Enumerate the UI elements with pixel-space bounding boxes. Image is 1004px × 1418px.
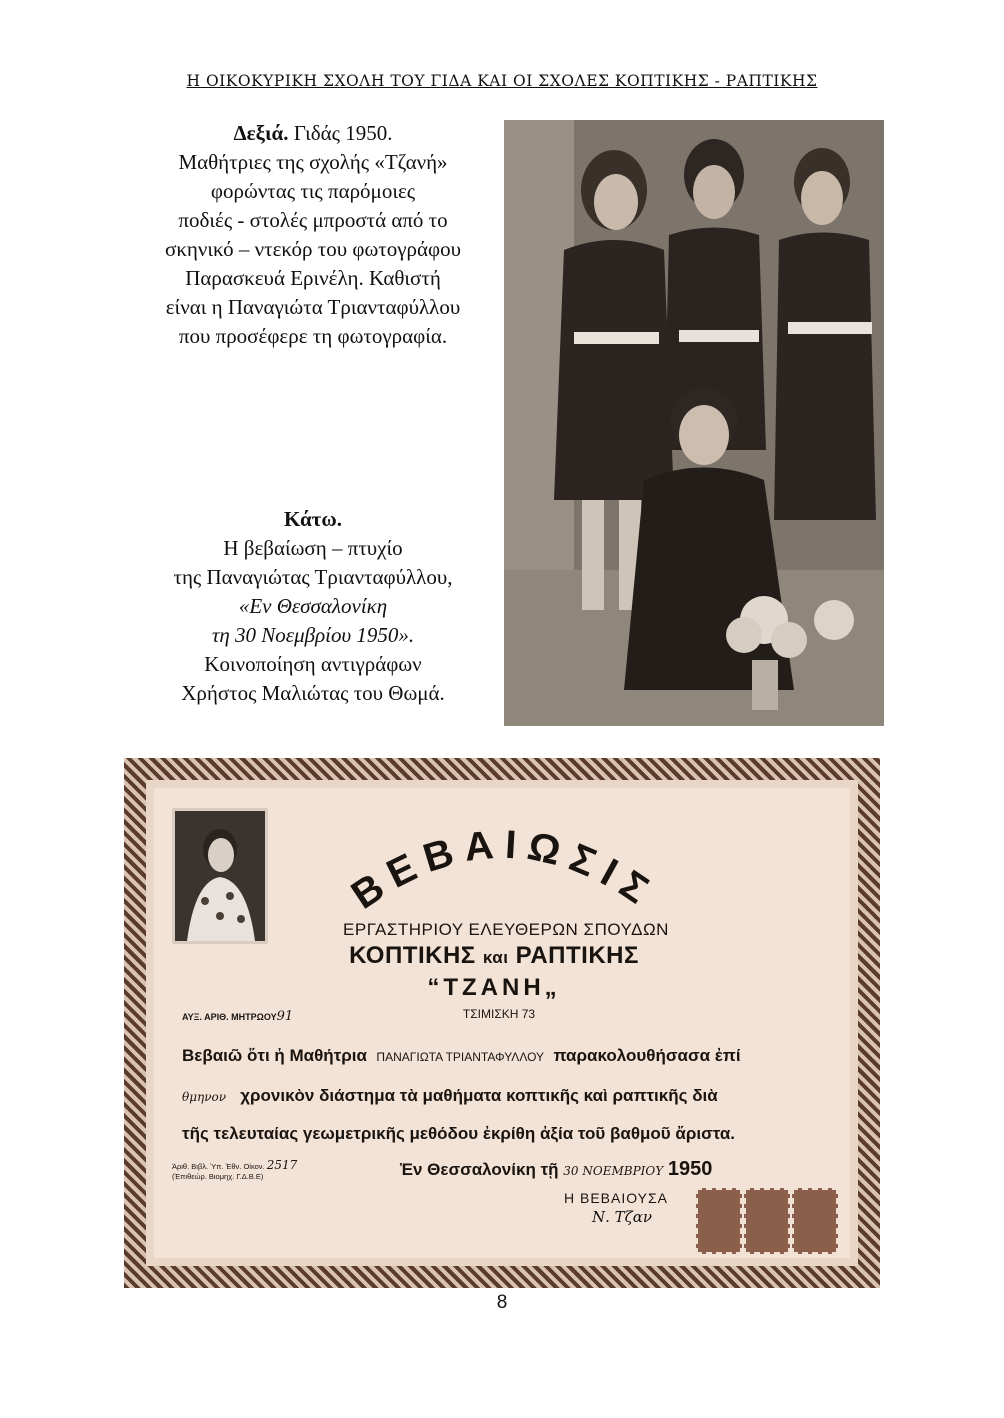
caption-right-first-line: Γιδάς 1950. bbox=[288, 121, 393, 145]
certifier-label: Η ΒΕΒΑΙΟΥΣΑ bbox=[564, 1190, 669, 1206]
certifier-signature: Ν. Τζαν bbox=[592, 1208, 653, 1226]
registry-number bbox=[182, 1009, 293, 1024]
certificate-year: 1950 bbox=[667, 1158, 713, 1180]
duration-handwritten: θμηνον bbox=[182, 1090, 227, 1104]
caption-right bbox=[118, 119, 508, 351]
certificate-registration bbox=[172, 1160, 297, 1182]
certificate-date-line bbox=[400, 1158, 712, 1181]
certificate-school-name bbox=[314, 942, 674, 970]
line2-text: χρονικὸν διάστημα τὰ μαθήματα κοπτικῆς καὶ ραπτικῆς διὰ bbox=[240, 1086, 718, 1105]
school-a: ΚΟΠΤΙΚΗΣ bbox=[349, 942, 476, 969]
revenue-stamp bbox=[744, 1188, 790, 1254]
arith-label-2: (Ἐπιθεώρ. Βιομηχ. Γ.Δ.Β.Ε) bbox=[172, 1172, 264, 1181]
revenue-stamp bbox=[696, 1188, 742, 1254]
registry-label: ΑΥΞ. ΑΡΙΘ. ΜΗΤΡΩΟΥ bbox=[182, 1012, 277, 1022]
running-header: Η ΟΙΚΟΚΥΡΙΚΗ ΣΧΟΛΗ ΤΟΥ ΓΙΔΑ ΚΑΙ ΟΙ ΣΧΟΛΕΣ ΚΟΠΤΙΚΗΣ - ΡΑΠΤΙΚΗΣ bbox=[186, 72, 818, 90]
certificate-line-1 bbox=[182, 1046, 741, 1066]
caption-below-line: Κοινοποίηση αντιγράφων bbox=[204, 652, 422, 676]
portrait-illustration bbox=[175, 811, 265, 941]
caption-right-line: φορώντας τις παρόμοιες bbox=[210, 179, 416, 203]
student-name: ΠΑΝΑΓΙΩΤΑ ΤΡΙΑΝΤΑΦΥΛΛΟΥ bbox=[376, 1050, 545, 1064]
caption-below-italic-line: τη 30 Νοεμβρίου 1950». bbox=[211, 623, 415, 647]
caption-below bbox=[118, 505, 508, 708]
certificate-address: ΤΣΙΜΙΣΚΗ 73 bbox=[462, 1007, 536, 1021]
registry-value: 91 bbox=[276, 1009, 294, 1024]
caption-right-line: Παρασκευά Ερινέλη. Καθιστή bbox=[185, 266, 441, 290]
caption-below-italic-line: «Εν Θεσσαλονίκη bbox=[238, 594, 388, 618]
caption-right-bold: Δεξιά. bbox=[233, 121, 289, 145]
caption-right-line: σκηνικό – ντεκόρ του φωτογράφου bbox=[165, 237, 461, 261]
certificate-school-owner: “ΤΖΑΝΗ„ bbox=[427, 974, 561, 1001]
certificate-title-arc bbox=[334, 818, 674, 928]
caption-right-line: είναι η Παναγιώτα Τριανταφύλλου bbox=[165, 295, 461, 319]
svg-text:ΒΕΒΑΙΩΣΙΣ: ΒΕΒΑΙΩΣΙΣ bbox=[343, 822, 665, 918]
certificate-title bbox=[334, 818, 674, 928]
school-and: και bbox=[482, 948, 509, 967]
certificate-subtitle: ΕΡΓΑΣΤΗΡΙΟΥ ΕΛΕΥΘΕΡΩΝ ΣΠΟΥΔΩΝ bbox=[343, 920, 669, 939]
certificate-line-2 bbox=[182, 1086, 718, 1106]
school-b: ΡΑΠΤΙΚΗΣ bbox=[515, 942, 639, 969]
revenue-stamp bbox=[792, 1188, 838, 1254]
arith-label: Ἀριθ. Βιβλ. Ὑπ. Ἐθν. Οἰκον. bbox=[172, 1162, 265, 1171]
date-handwritten: 30 ΝΟΕΜΒΡΙΟΥ bbox=[563, 1164, 664, 1178]
caption-below-line: Η βεβαίωση – πτυχίο bbox=[223, 536, 403, 560]
certificate-line-3: τῆς τελευταίας γεωμετρικῆς μεθόδου ἐκρίθη ἀξία τοῦ βαθμοῦ ἄριστα. bbox=[182, 1124, 736, 1143]
line1-b: παρακολουθήσασα ἐπί bbox=[553, 1046, 741, 1065]
group-photo-illustration bbox=[504, 120, 884, 726]
group-photo bbox=[504, 120, 884, 726]
line1-a: Βεβαιῶ ὅτι ἡ Μαθήτρια bbox=[182, 1046, 367, 1065]
caption-right-line: Μαθήτριες της σχολής «Τζανή» bbox=[178, 150, 448, 174]
certificate-portrait bbox=[172, 808, 268, 944]
arith-value: 2517 bbox=[266, 1158, 298, 1172]
caption-below-bold: Κάτω. bbox=[284, 507, 342, 531]
caption-right-line: που προσέφερε τη φωτογραφία. bbox=[178, 324, 448, 348]
caption-below-line: Χρήστος Μαλιώτας του Θωμά. bbox=[181, 681, 445, 705]
caption-right-line: ποδιές - στολές μπροστά από το bbox=[178, 208, 448, 232]
page-number: 8 bbox=[496, 1292, 508, 1313]
caption-below-line: της Παναγιώτας Τριανταφύλλου, bbox=[173, 565, 453, 589]
city-label: Ἐν Θεσσαλονίκη τῇ bbox=[400, 1160, 559, 1179]
certificate-image bbox=[124, 758, 880, 1288]
